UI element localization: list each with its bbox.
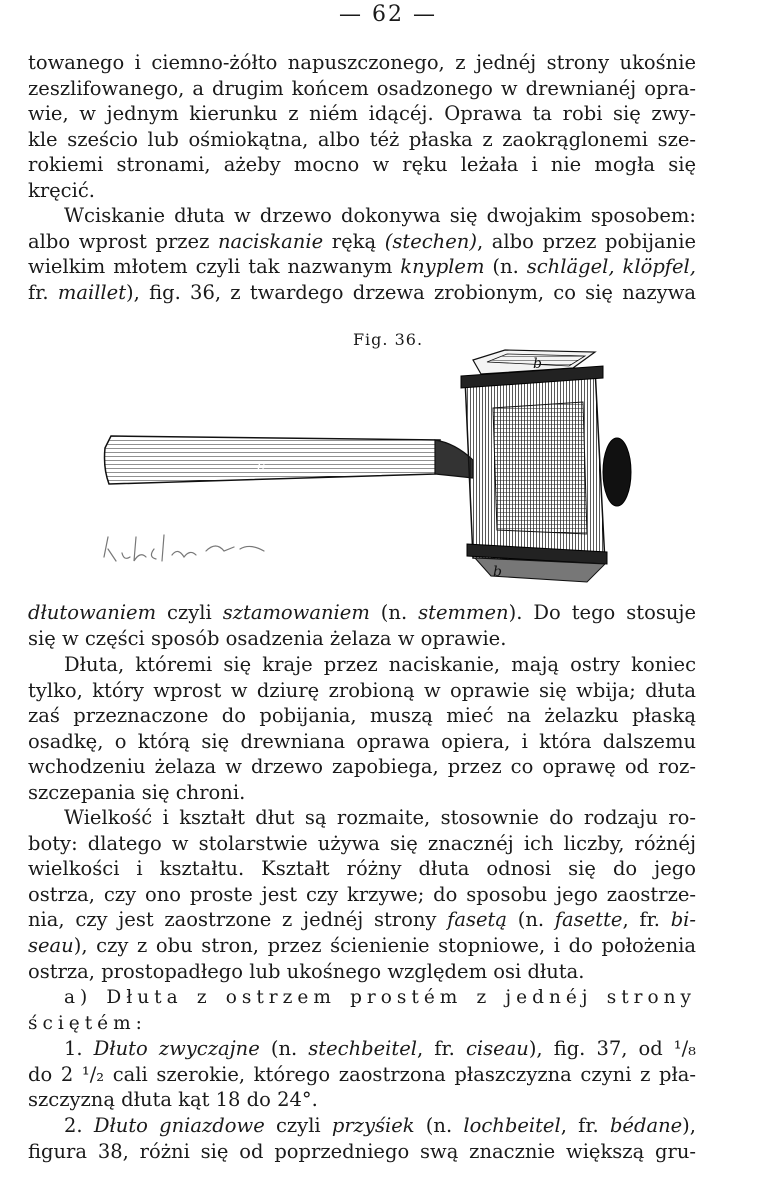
text-line: towanego i ciemno-żółto napuszczonego, z jednéj strony ukośnie [28, 51, 696, 74]
text-line: nia, czy jest zaostrzone z jednéj strony fasetą (n. fasette, fr. bi- [28, 908, 696, 932]
text-line: kręcić. [28, 178, 95, 202]
text-line: wie, w jednym kierunku z niém idącéj. Oprawa ta robi się zwy- [28, 102, 696, 126]
italic-term: sztamowaniem [222, 601, 370, 624]
paragraph-2 [28, 203, 696, 305]
text-line: wielkim młotem czyli tak nazwanym knyplem (n. schlägel, klöpfel, [28, 255, 696, 279]
text-line: szczepania się chroni. [28, 780, 246, 804]
pencil-note-text: knebel [98, 527, 102, 528]
section-a-heading [28, 985, 696, 1036]
text-line: się w części sposób osadzenia żelaza w oprawie. [28, 626, 507, 650]
text-line: Dłuta, któremi się kraje przez naciskanie, mają ostry koniec [64, 653, 696, 676]
mallet-end-cap [603, 438, 631, 506]
text-line: do 2 ¹/₂ cali szerokie, którego zaostrzona płaszczyzna czyni z pła- [28, 1062, 696, 1086]
page-number: — 62 — [339, 2, 437, 27]
text-line: fr. maillet), fig. 36, z twardego drzewa zrobionym, co się nazywa [28, 280, 696, 304]
text-line: zaś przeznaczone do pobijania, muszą mieć na żelazku płaską [28, 704, 696, 728]
paragraph-5 [28, 805, 696, 984]
text-line: szczyzną dłuta kąt 18 do 24°. [28, 1088, 318, 1112]
text-line: 2. Dłuto gniazdowe czyli przyśiek (n. lochbeitel, fr. bédane), [64, 1114, 696, 1137]
italic-term: Dłuto gniazdowe [93, 1114, 265, 1137]
italic-term: bi- [670, 908, 696, 932]
text-line: Wciskanie dłuta w drzewo dokonywa się dwojakim sposobem: [64, 204, 696, 227]
mallet-handle [105, 436, 441, 484]
text-line: tylko, który wprost w dziurę zrobioną w oprawie się wbija; dłuta [28, 678, 696, 702]
italic-term: schlägel, klöpfel, [526, 255, 696, 279]
text-line: ostrza, prostopadłego lub ukośnego względem osi dłuta. [28, 959, 585, 983]
figure-letter-c: c [257, 458, 265, 474]
figure-letter-b-bottom: b [493, 564, 502, 580]
text-line: kle sześcio lub ośmiokątna, albo téż płaska z zaokrąglonemi sze- [28, 127, 696, 151]
italic-term: fasette [554, 908, 623, 932]
paragraph-1 [28, 50, 696, 204]
italic-term: przyśiek [331, 1114, 415, 1137]
italic-term: fasetą [447, 908, 508, 932]
text-line: ostrza, czy ono proste jest czy krzywe; do sposobu jego zaostrze- [28, 882, 696, 906]
italic-term: Dłuto zwyczajne [93, 1037, 260, 1060]
italic-term: stemmen [418, 601, 509, 624]
text-line: wchodzeniu żelaza w drzewo zapobiega, przez co oprawę od roz- [28, 755, 696, 779]
italic-term: bédane [609, 1114, 683, 1137]
text-line: wielkości i kształtu. Kształt różny dłuta odnosi się do jego [28, 857, 696, 881]
text-line: figura 38, różni się od poprzedniego swą znacznie większą gru- [28, 1139, 696, 1163]
section-heading-line: a) Dłuta z ostrzem prostém z jednéj strony [64, 987, 696, 1008]
paragraph-3 [28, 600, 696, 651]
item-1 [28, 1036, 696, 1113]
italic-term: stechbeitel [308, 1037, 418, 1060]
text-line: zeszlifowanego, a drugim końcem osadzonego w drewnianéj opra- [28, 76, 696, 100]
text-line: 1. Dłuto zwyczajne (n. stechbeitel, fr. ciseau), fig. 37, od ¹/₈ [64, 1037, 696, 1060]
section-heading-line: ściętém: [28, 1012, 147, 1034]
pencil-annotation [98, 527, 276, 569]
italic-term: knyplem [400, 255, 485, 279]
text-line: dłutowaniem czyli sztamowaniem (n. stemmen). Do tego stosuje [28, 601, 696, 624]
italic-term: lochbeitel [463, 1114, 561, 1137]
italic-term: dłutowaniem [28, 601, 157, 624]
italic-term: ciseau [465, 1037, 529, 1060]
text-line: albo wprost przez naciskanie ręką (stechen), albo przez pobijanie [28, 229, 696, 253]
figure-label: Fig. 36. [352, 330, 424, 349]
italic-term: (stechen) [384, 229, 477, 253]
paragraph-4 [28, 652, 696, 806]
text-line: boty: dlatego w stolarstwie używa się znacznéj ich liczby, różnéj [28, 831, 696, 855]
figure-letter-b-top: b [533, 356, 542, 372]
text-line: seau), czy z obu stron, przez ścienienie stopniowe, i do położenia [28, 933, 696, 957]
text-line: rokiemi stronami, ażeby mocno w ręku leżała i nie mogła się [28, 153, 696, 177]
italic-term: maillet [57, 280, 127, 304]
italic-term: naciskanie [218, 229, 324, 253]
text-line: Wielkość i kształt dłut są rozmaite, stosownie do rodzaju ro- [64, 806, 696, 829]
item-2 [28, 1113, 696, 1164]
text-line: osadkę, o którą się drewniana oprawa opiera, i która dalszemu [28, 729, 696, 753]
italic-term: seau [28, 933, 74, 957]
